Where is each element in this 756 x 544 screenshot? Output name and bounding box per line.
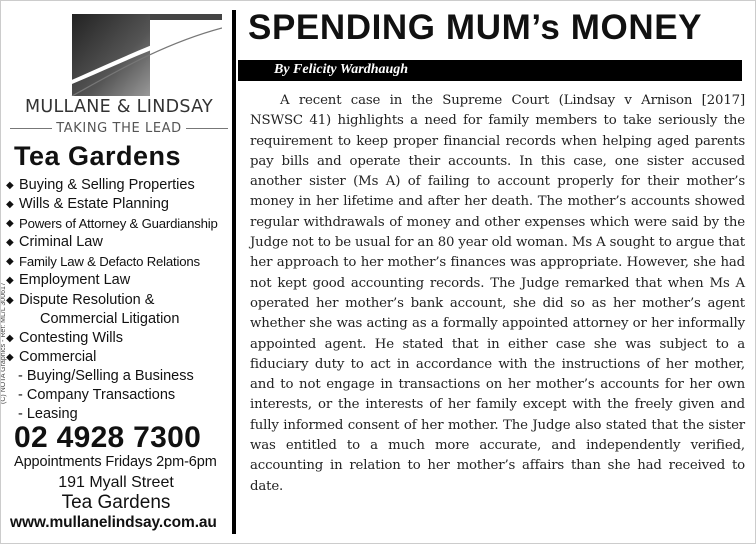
service-item: ◆ Contesting Wills [6,329,232,348]
logo-mark [32,14,222,96]
appointments-text: Appointments Fridays 2pm-6pm [14,454,217,470]
tagline-rule-left [10,128,52,129]
firm-tagline: TAKING THE LEAD [56,120,182,136]
diamond-bullet-icon: ◆ [6,332,14,344]
service-item: ◆ Dispute Resolution & [6,291,232,310]
town-address: Tea Gardens [61,492,171,513]
article-headline: SPENDING MUM’s MONEY [248,8,703,47]
service-item: ◆ Commercial [6,348,232,367]
diamond-bullet-icon: ◆ [6,218,14,230]
article-byline: By Felicity Wardhaugh [274,62,409,77]
service-subitem: - Company Transactions [18,387,176,404]
diamond-bullet-icon: ◆ [6,256,14,268]
firm-advertisement [0,0,232,544]
service-item: ◆ Family Law & Defacto Relations [6,252,232,271]
service-subitem: - Buying/Selling a Business [18,367,194,384]
firm-name: MULLANE & LINDSAY [24,97,213,117]
firm-logo [32,14,222,96]
diamond-bullet-icon: ◆ [6,294,14,306]
diamond-bullet-icon: ◆ [6,180,14,191]
town-heading: Tea Gardens [14,141,182,171]
tagline-rule-right [186,128,228,129]
service-item: ◆ Powers of Attorney & Guardianship [6,214,232,233]
tagline-row [10,120,228,136]
service-subitem: - Leasing [18,406,78,423]
street-address: 191 Myall Street [58,474,174,491]
article-column [236,0,756,544]
services-list [6,176,232,424]
service-item-continued: Commercial Litigation [40,310,180,327]
diamond-bullet-icon: ◆ [6,275,14,287]
service-item: ◆ Criminal Law [6,233,232,252]
diamond-bullet-icon: ◆ [6,199,14,211]
ad-reference-code: (C) NOTA Graphics - Ref: ML/L 300617 [0,282,7,404]
service-item: ◆ Employment Law [6,271,232,290]
phone-number: 02 4928 7300 [14,421,202,454]
diamond-bullet-icon: ◆ [6,237,14,249]
diamond-bullet-icon: ◆ [6,351,14,363]
website-link[interactable]: www.mullanelindsay.com.au [10,514,217,531]
article-body: A recent case in the Supreme Court (Lindsay v Arnison [2017] NSWSC 41) highlights a need for family members to take seriously the requirement to keep proper financial records when helping aged parents pay bills and operate their accounts. In this case, one sister accused another sister (Ms A) of failing to account properly for their mother’s money in her lifetime and after her death. The mother’s accounts showed regular withdrawals of money and other expenses which were said by the Judge not to be usual for an 80 year old woman. Ms A sought to argue that her approach to her mother’s finances was appropriate. However, she had not kept good accounting records. The Judge remarked that when Ms A operated her mother’s bank account, she did so as her mother’s agent whether she was acting as a formally appointed attorney or her informally appointed agent. He stated that in either case she was subject to a fiduciary duty to act in accordance with the instructions of her mother, and to not engage in transactions on her mother’s accounts for her own interests, or the interests of her family except with the freely given and fully informed consent of her mother. The Judge also stated that the sister was entitled to a much more accurate, and independently verified, accounting in relation to her mother’s affairs than she had received to date. [250,93,745,494]
service-item: ◆ Buying & Selling Properties [6,176,232,195]
service-item: ◆ Wills & Estate Planning [6,195,232,214]
